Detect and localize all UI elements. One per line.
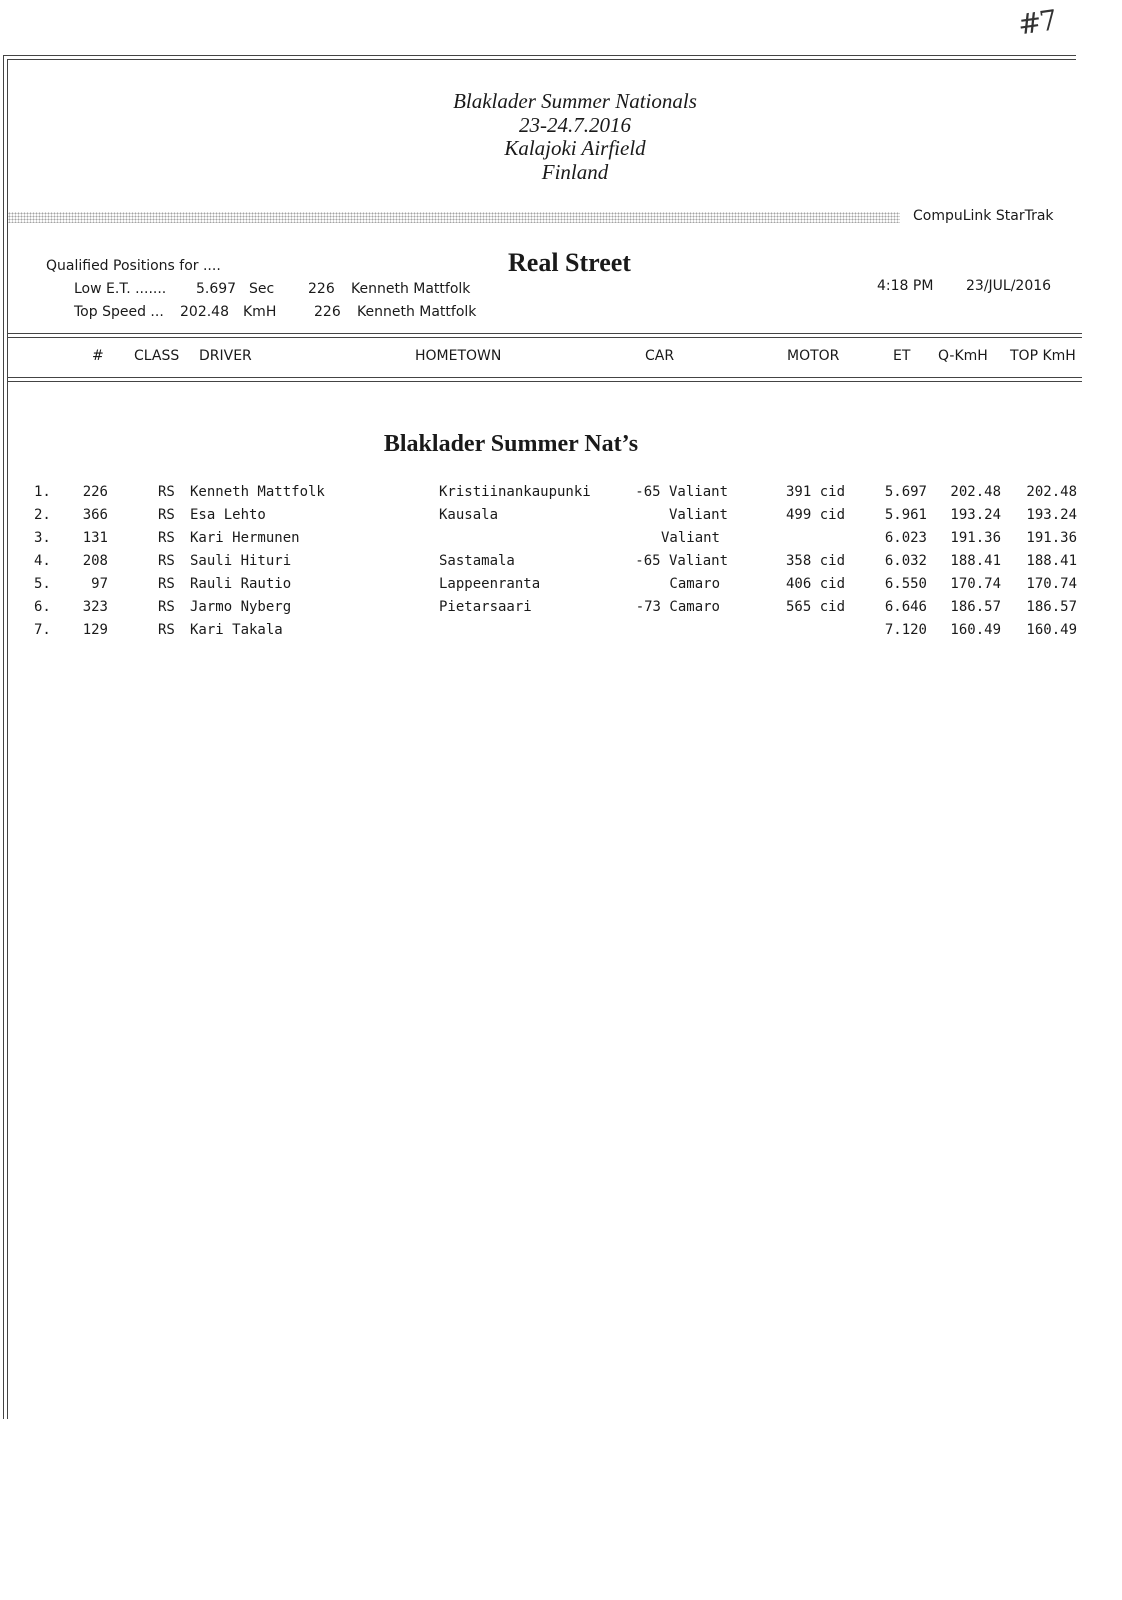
column-header-hometown: HOMETOWN [415,348,502,364]
cell-q-kmh: 193.24 [950,507,1001,523]
table-row [0,507,1122,529]
cell-class: RS [158,553,175,569]
low-et-car-number: 226 [308,281,335,297]
cell-car: Camaro [669,576,720,592]
top-speed-label: Top Speed ... [74,304,164,320]
event-title-block [0,90,1122,184]
cell-et: 6.646 [884,599,927,615]
cell-car: -65 Valiant [635,484,728,500]
cell-hometown: Pietarsaari [439,599,532,615]
cell-class: RS [158,622,175,638]
table-row [0,576,1122,598]
top-speed-driver: Kenneth Mattfolk [357,304,477,320]
cell-q-kmh: 188.41 [950,553,1001,569]
cell-position: 7. [34,622,51,638]
cell-hometown: Kausala [439,507,499,523]
cell-top-kmh: 191.36 [1026,530,1077,546]
cell-position: 3. [34,530,51,546]
cell-car: -73 Camaro [635,599,720,615]
low-et-label: Low E.T. ....... [74,281,167,297]
column-header-class: CLASS [134,348,180,364]
cell-car: -65 Valiant [635,553,728,569]
cell-q-kmh: 160.49 [950,622,1001,638]
cell-driver: Kari Takala [190,622,283,638]
top-speed-value: 202.48 [180,304,229,320]
frame-top-line-outer [3,55,1076,56]
cell-top-kmh: 188.41 [1026,553,1077,569]
cell-motor: 406 cid [786,576,846,592]
qualified-heading: Qualified Positions for .... [46,258,221,274]
section-title: Blaklader Summer Nat’s [383,431,639,457]
cell-et: 6.032 [884,553,927,569]
cell-top-kmh: 193.24 [1026,507,1077,523]
cell-et: 7.120 [884,622,927,638]
cell-driver: Esa Lehto [190,507,266,523]
cell-car: Valiant [660,530,720,546]
cell-top-kmh: 186.57 [1026,599,1077,615]
header-top-rule-2 [7,337,1082,338]
table-row [0,599,1122,621]
frame-top-line-inner [7,59,1076,60]
cell-class: RS [158,484,175,500]
low-et-unit: Sec [249,281,275,297]
low-et-value: 5.697 [196,281,237,297]
cell-q-kmh: 191.36 [950,530,1001,546]
cell-class: RS [158,576,175,592]
column-header-et: ET [893,348,911,364]
cell-hometown: Sastamala [439,553,515,569]
cell-car-number: 131 [82,530,108,546]
cell-top-kmh: 160.49 [1026,622,1077,638]
cell-motor: 391 cid [786,484,846,500]
cell-et: 5.697 [884,484,927,500]
cell-car-number: 323 [82,599,108,615]
frame-left-line-inner [7,59,8,1419]
table-row [0,553,1122,575]
column-header-motor: MOTOR [787,348,840,364]
column-header-number: # [92,348,104,364]
low-et-driver: Kenneth Mattfolk [351,281,471,297]
cell-motor: 565 cid [786,599,846,615]
cell-class: RS [158,507,175,523]
event-country: Finland [541,159,609,184]
header-bottom-rule-2 [7,381,1082,382]
cell-class: RS [158,530,175,546]
report-time: 4:18 PM [877,278,934,294]
cell-car-number: 208 [82,553,108,569]
cell-driver: Sauli Hituri [190,553,292,569]
cell-driver: Kenneth Mattfolk [190,484,325,500]
column-header-q-kmh: Q-KmH [938,348,988,364]
cell-class: RS [158,599,175,615]
event-venue: Kalajoki Airfield [504,136,646,160]
column-header-top-kmh: TOP KmH [1010,348,1076,364]
top-speed-unit: KmH [243,304,277,320]
cell-q-kmh: 202.48 [950,484,1001,500]
cell-driver: Rauli Rautio [190,576,292,592]
cell-position: 2. [34,507,51,523]
cell-motor: 358 cid [786,553,846,569]
cell-top-kmh: 170.74 [1026,576,1077,592]
cell-position: 4. [34,553,51,569]
cell-position: 5. [34,576,51,592]
header-bottom-rule-1 [7,377,1082,378]
dotted-separator-band [8,212,900,223]
class-title: Real Street [508,248,631,277]
cell-hometown: Kristiinankaupunki [439,484,591,500]
cell-position: 1. [34,484,51,500]
cell-position: 6. [34,599,51,615]
cell-hometown: Lappeenranta [439,576,541,592]
cell-car-number: 97 [91,576,108,592]
cell-driver: Kari Hermunen [190,530,300,546]
table-row [0,530,1122,552]
header-top-rule-1 [7,333,1082,334]
cell-motor: 499 cid [786,507,846,523]
frame-left-line-outer [3,55,4,1419]
cell-et: 6.550 [884,576,927,592]
report-date: 23/JUL/2016 [966,278,1052,294]
event-dates: 23-24.7.2016 [519,112,631,137]
cell-top-kmh: 202.48 [1026,484,1077,500]
cell-q-kmh: 170.74 [950,576,1001,592]
cell-et: 5.961 [884,507,927,523]
cell-q-kmh: 186.57 [950,599,1001,615]
table-row [0,622,1122,644]
cell-driver: Jarmo Nyberg [190,599,292,615]
cell-et: 6.023 [884,530,927,546]
top-speed-car-number: 226 [314,304,341,320]
event-name: Blaklader Summer Nationals [453,89,697,113]
cell-car: Valiant [668,507,728,523]
cell-car-number: 129 [82,622,108,638]
column-header-driver: DRIVER [199,348,252,364]
cell-car-number: 366 [82,507,108,523]
table-row [0,484,1122,506]
column-header-car: CAR [645,348,675,364]
cell-car-number: 226 [82,484,108,500]
system-brand: CompuLink StarTrak [913,208,1054,224]
handwritten-page-number: #7 [1015,3,1058,42]
